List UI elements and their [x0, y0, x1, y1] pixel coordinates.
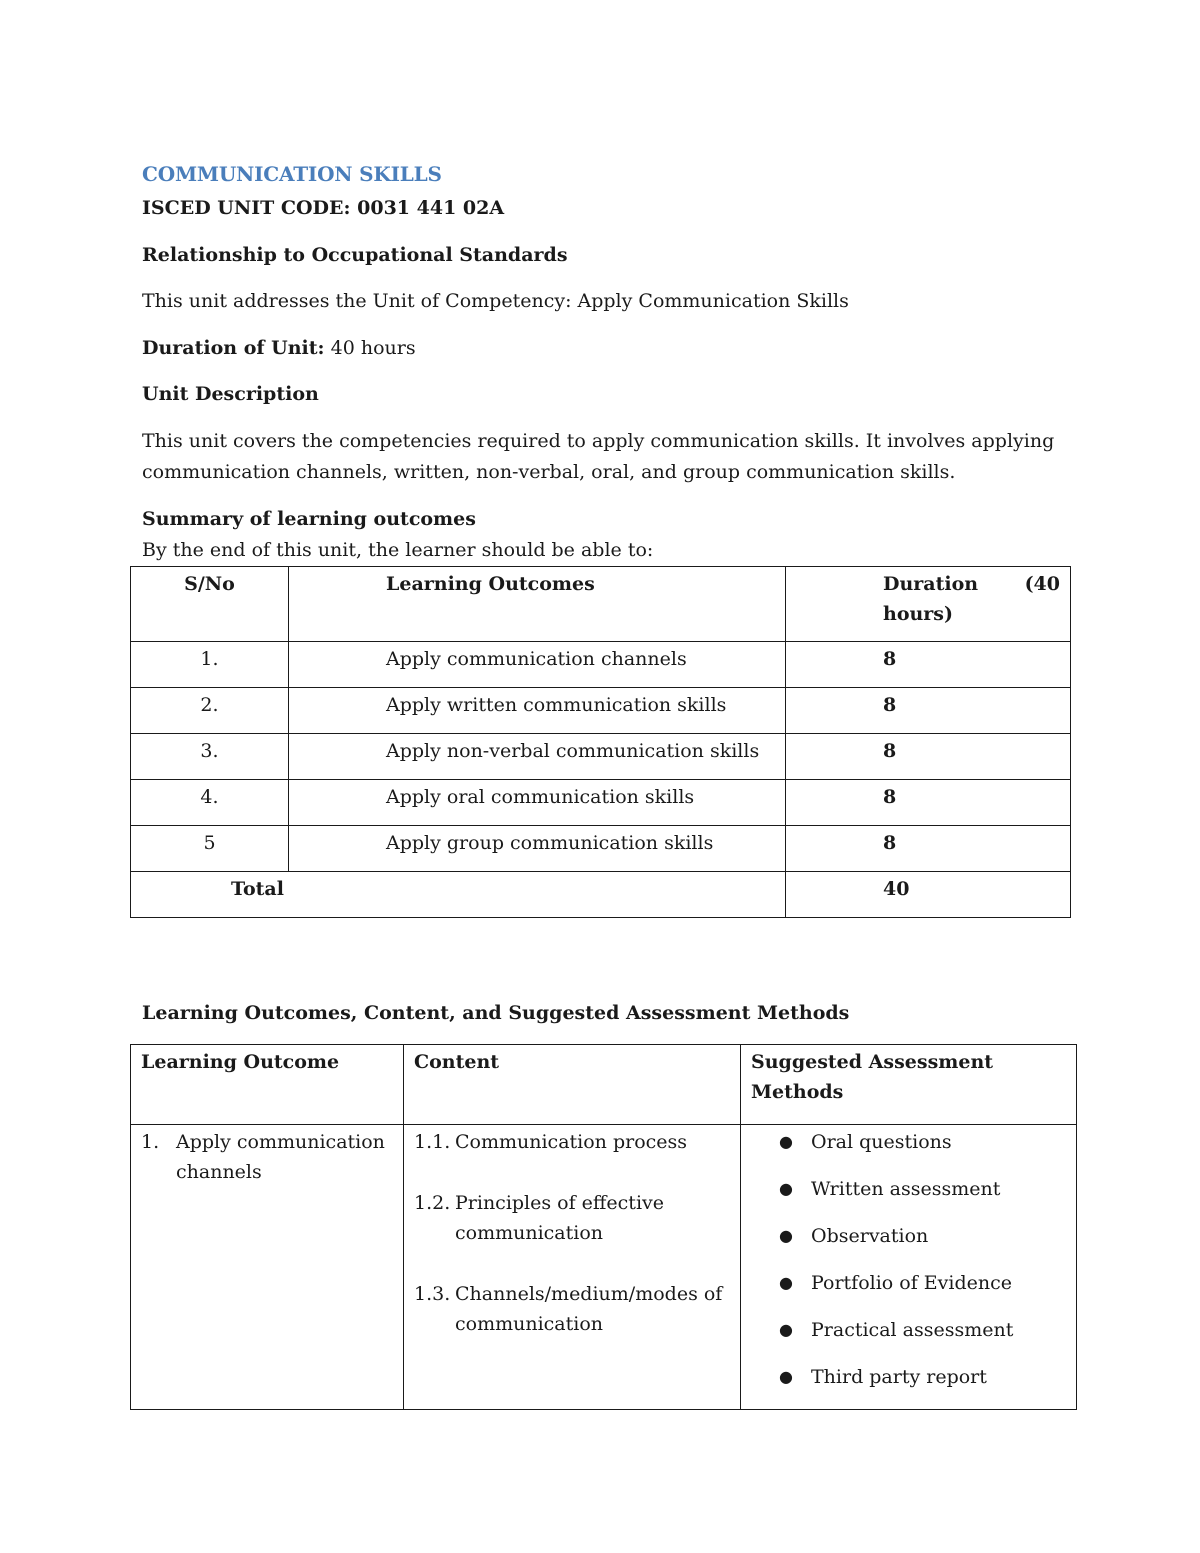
outcomes-row [131, 1125, 1077, 1410]
row-hours: 8 [786, 826, 1071, 872]
header-learning-outcomes: Learning Outcomes [289, 567, 786, 642]
content-number: 1.3. [414, 1283, 451, 1305]
header-duration-word: Duration [883, 573, 979, 595]
method-text: Written assessment [811, 1178, 1001, 1200]
row-outcome: Apply written communication skills [289, 688, 786, 734]
summary-header-row [131, 567, 1071, 642]
outcomes-header-row [131, 1045, 1077, 1125]
outcomes-content-table [130, 1044, 1077, 1410]
list-item [741, 1362, 1066, 1409]
content-number: 1.1. [414, 1131, 451, 1153]
outcomes-section-heading: Learning Outcomes, Content, and Suggested Assessment Methods [142, 1002, 850, 1024]
method-text: Practical assessment [811, 1319, 1014, 1341]
content-text: Principles of effective communication [455, 1192, 664, 1244]
row-hours: 8 [786, 688, 1071, 734]
content-cell [404, 1125, 741, 1410]
outcome-cell [131, 1125, 404, 1410]
document-title: COMMUNICATION SKILLS [142, 162, 442, 186]
relationship-heading: Relationship to Occupational Standards [142, 244, 568, 266]
header-content: Content [404, 1045, 741, 1125]
header-learning-outcome: Learning Outcome [131, 1045, 404, 1125]
description-heading: Unit Description [142, 383, 319, 405]
header-sno: S/No [131, 567, 289, 642]
row-sno: 1. [131, 642, 289, 688]
list-item [741, 1268, 1066, 1315]
row-outcome: Apply oral communication skills [289, 780, 786, 826]
method-text: Oral questions [811, 1131, 952, 1153]
row-hours: 8 [786, 780, 1071, 826]
description-text: This unit covers the competencies required to apply communication skills. It involves applying communication channels, written, non-verbal, oral, and group communication skills. [142, 430, 1055, 483]
bullet-icon: ● [779, 1226, 793, 1245]
duration-label: Duration of Unit: [142, 337, 325, 359]
list-item [741, 1221, 1066, 1268]
list-item [414, 1188, 730, 1248]
duration-line [142, 333, 416, 364]
row-sno: 2. [131, 688, 289, 734]
row-outcome: Apply communication channels [289, 642, 786, 688]
relationship-text: This unit addresses the Unit of Competency: Apply Communication Skills [142, 290, 849, 312]
outcome-number: 1. [141, 1131, 160, 1153]
row-outcome: Apply non-verbal communication skills [289, 734, 786, 780]
summary-heading: Summary of learning outcomes [142, 508, 476, 530]
list-item [741, 1315, 1066, 1362]
isced-unit-code: ISCED UNIT CODE: 0031 441 02A [142, 197, 505, 219]
content-text: Communication process [455, 1131, 688, 1153]
bullet-icon: ● [779, 1132, 793, 1151]
duration-value: 40 hours [330, 337, 416, 359]
method-text: Portfolio of Evidence [811, 1272, 1012, 1294]
header-duration [786, 567, 1071, 642]
row-sno: 4. [131, 780, 289, 826]
row-sno: 3. [131, 734, 289, 780]
assessment-methods-list [741, 1127, 1066, 1409]
table-row [131, 688, 1071, 734]
bullet-icon: ● [779, 1273, 793, 1292]
header-assessment-methods: Suggested Assessment Methods [741, 1045, 1077, 1125]
row-outcome: Apply group communication skills [289, 826, 786, 872]
total-label: Total [131, 872, 786, 918]
table-row [131, 642, 1071, 688]
list-item [414, 1279, 730, 1339]
table-row [131, 780, 1071, 826]
content-text: Channels/medium/modes of communication [455, 1283, 723, 1335]
table-row [131, 734, 1071, 780]
row-hours: 8 [786, 642, 1071, 688]
list-item [414, 1127, 730, 1157]
summary-intro: By the end of this unit, the learner should be able to: [142, 539, 654, 561]
bullet-icon: ● [779, 1367, 793, 1386]
list-item [741, 1174, 1066, 1221]
row-sno: 5 [131, 826, 289, 872]
total-row [131, 872, 1071, 918]
content-number: 1.2. [414, 1192, 451, 1214]
summary-table [130, 566, 1071, 918]
method-text: Third party report [811, 1366, 987, 1388]
header-duration-unit: hours) [883, 603, 953, 625]
row-hours: 8 [786, 734, 1071, 780]
total-value: 40 [786, 872, 1071, 918]
header-duration-hours: (40 [1024, 573, 1060, 595]
list-item [741, 1127, 1066, 1174]
bullet-icon: ● [779, 1179, 793, 1198]
bullet-icon: ● [779, 1320, 793, 1339]
method-text: Observation [811, 1225, 929, 1247]
table-row [131, 826, 1071, 872]
outcome-text: Apply communication channels [176, 1131, 385, 1183]
methods-cell [741, 1125, 1077, 1410]
